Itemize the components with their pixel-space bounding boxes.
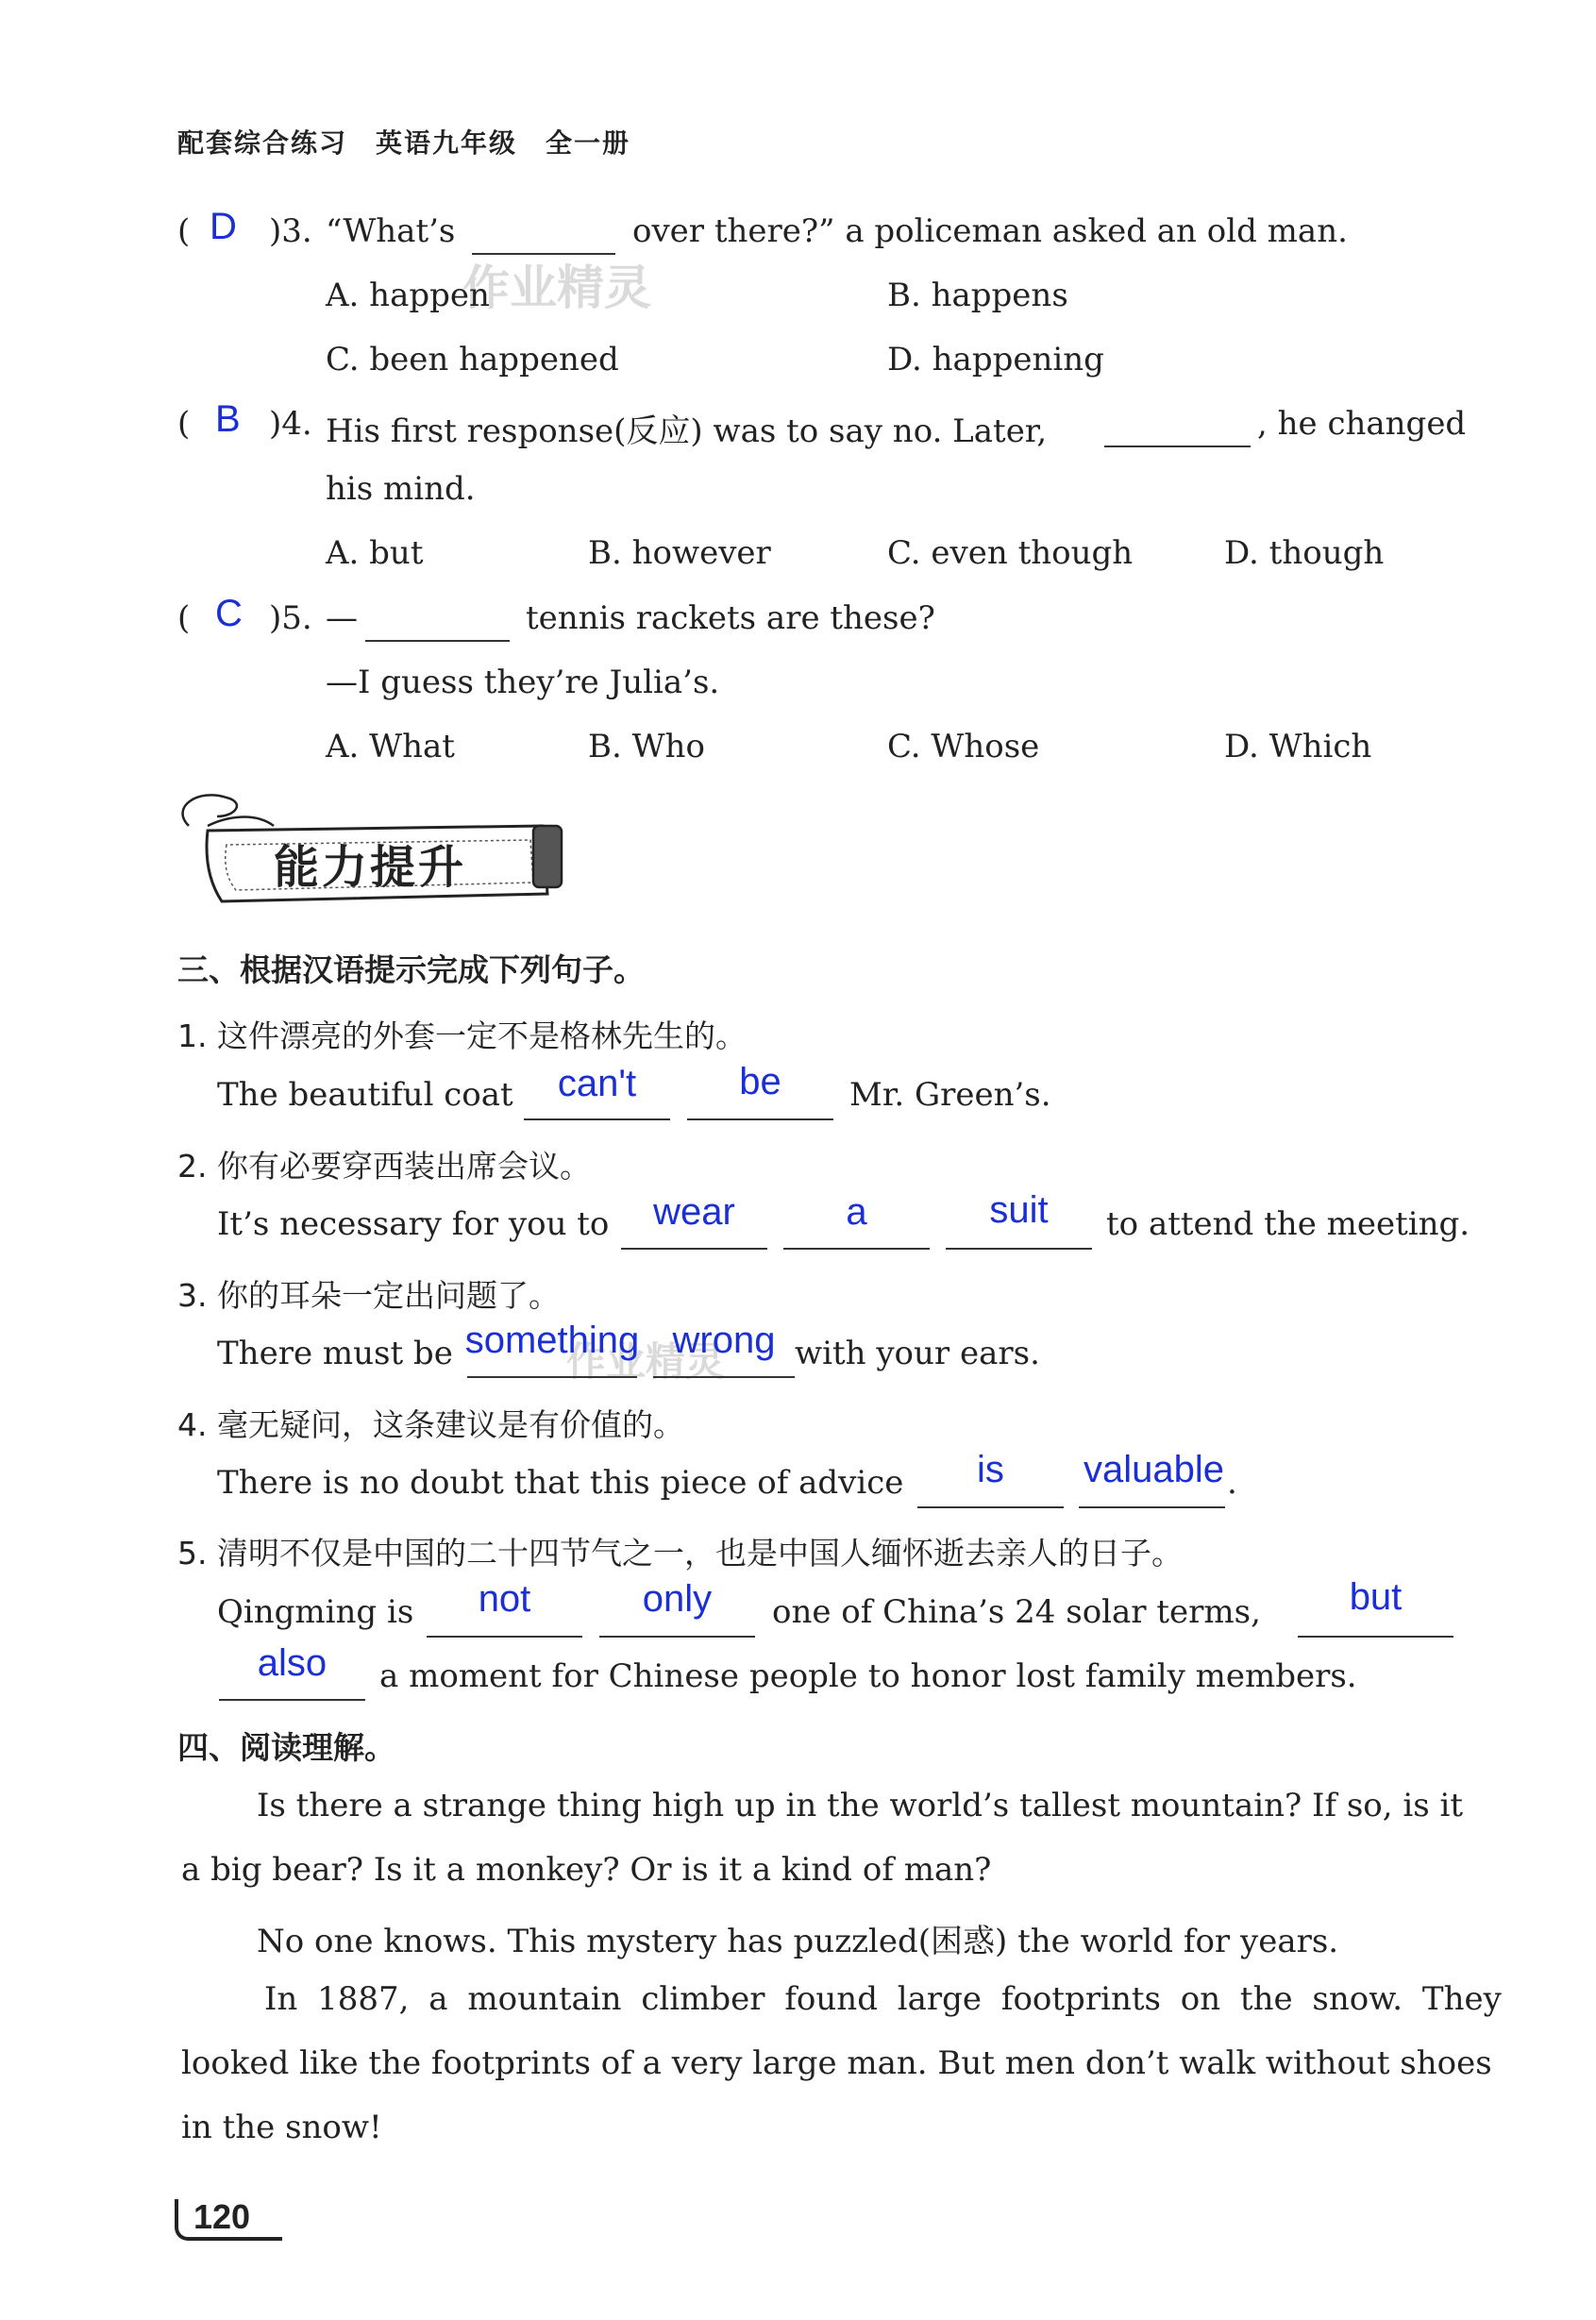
q4-option-a: A. but [326, 534, 424, 572]
q5-option-c: C. Whose [887, 728, 1040, 765]
answer-q4: B [215, 398, 241, 440]
s3-item1-fill1: can't [557, 1063, 637, 1104]
watermark: 作业精灵 [462, 261, 651, 315]
q5-dash: — [326, 599, 358, 637]
page-number: 120 [193, 2197, 251, 2236]
q3-stem-a: “What’s [326, 212, 456, 250]
s3-item2-fill3: suit [989, 1189, 1049, 1231]
q5-stem-b: tennis rackets are these? [526, 599, 935, 637]
q3-stem-b: over there?” a policeman asked an old man. [632, 212, 1348, 250]
s3-item4-fill1: is [977, 1449, 1004, 1490]
q4-stem-c: his mind. [326, 470, 476, 508]
s3-item5-en-a: Qingming is [217, 1593, 414, 1631]
q4-option-d: D. though [1224, 534, 1385, 572]
s3-item2-zh: 2. 你有必要穿西装出席会议。 [177, 1148, 591, 1185]
s3-item4-blank1 [917, 1506, 1064, 1508]
q3-blank [472, 253, 615, 255]
s3-item4-fill2: valuable [1083, 1449, 1224, 1490]
s3-item1-zh: 1. 这件漂亮的外套一定不是格林先生的。 [177, 1017, 747, 1054]
s3-item3-en-a: There must be [217, 1335, 453, 1372]
s3-item2-blank1 [621, 1248, 767, 1250]
s3-item5-fill2: only [642, 1578, 713, 1620]
q4-option-c: C. even though [887, 534, 1134, 572]
answer-q5: C [215, 593, 243, 634]
q4-stem-a: His first response(反应) was to say no. Later, [326, 412, 1048, 450]
q3-option-b: B. happens [887, 277, 1068, 314]
s3-item3-fill1: something [464, 1320, 640, 1361]
s3-item3-blank1 [467, 1376, 637, 1378]
q5-num: )5. [269, 599, 312, 637]
s3-item1-fill2: be [739, 1061, 781, 1102]
paren-open: ( [177, 599, 191, 637]
section-banner-title: 能力提升 [274, 841, 467, 894]
q3-num: )3. [269, 212, 312, 250]
s3-item3-blank2 [653, 1376, 795, 1378]
watermark-2: 作业精灵 [566, 1338, 726, 1385]
s3-item4-zh: 4. 毫无疑问，这条建议是有价值的。 [177, 1406, 684, 1443]
s3-item2-fill1: wear [653, 1191, 735, 1233]
s3-item2-blank2 [783, 1248, 930, 1250]
q3-option-d: D. happening [887, 341, 1104, 378]
s3-item3-zh: 3. 你的耳朵一定出问题了。 [177, 1277, 560, 1314]
s3-item5-blank2 [599, 1636, 755, 1638]
s3-item4-en-a: There is no doubt that this piece of advice [217, 1464, 904, 1502]
s3-item1-blank1 [524, 1118, 670, 1120]
s3-item5-fill3: but [1349, 1576, 1403, 1618]
q5-option-a: A. What [326, 728, 455, 765]
reading-line-1: Is there a strange thing high up in the world’s tallest mountain? If so, is it [257, 1787, 1464, 1824]
s3-item2-en-b: to attend the meeting. [1106, 1205, 1470, 1243]
q5-option-d: D. Which [1224, 728, 1372, 765]
s3-item4-blank2 [1079, 1506, 1225, 1508]
s3-item5-fill4: also [257, 1642, 328, 1684]
q4-option-b: B. however [588, 534, 771, 572]
s3-item5-en-c: a moment for Chinese people to honor lost family members. [379, 1657, 1357, 1695]
reading-line-5: looked like the footprints of a very large man. But men don’t walk without shoes [181, 2044, 1492, 2082]
section4-title: 四、阅读理解。 [177, 1729, 395, 1766]
q5-blank [365, 640, 510, 642]
q3-option-a: A. happen [326, 277, 490, 314]
reading-line-6: in the snow! [181, 2109, 382, 2146]
q4-blank [1104, 446, 1251, 447]
s3-item3-fill2: wrong [672, 1320, 776, 1361]
section3-title: 三、根据汉语提示完成下列句子。 [177, 951, 645, 988]
s3-item5-en-b: one of China’s 24 solar terms, [772, 1593, 1261, 1631]
q3-option-c: C. been happened [326, 341, 619, 378]
s3-item5-blank1 [427, 1636, 582, 1638]
q4-num: )4. [269, 405, 312, 443]
q5-option-b: B. Who [588, 728, 705, 765]
s3-item1-blank2 [687, 1118, 833, 1120]
s3-item5-zh: 5. 清明不仅是中国的二十四节气之一，也是中国人缅怀逝去亲人的日子。 [177, 1535, 1183, 1572]
s3-item5-fill1: not [478, 1578, 531, 1620]
q5-stem-c: —I guess they’re Julia’s. [326, 664, 720, 701]
s3-item1-en-b: Mr. Green’s. [849, 1076, 1051, 1114]
s3-item4-en-b: . [1227, 1464, 1237, 1502]
s3-item3-en-b: with your ears. [795, 1335, 1040, 1372]
q4-stem-b: , he changed [1257, 405, 1467, 443]
s3-item2-en-a: It’s necessary for you to [217, 1205, 610, 1243]
reading-line-2: a big bear? Is it a monkey? Or is it a kind of man? [181, 1851, 992, 1889]
s3-item2-fill2: a [846, 1191, 867, 1233]
s3-item1-en-a: The beautiful coat [217, 1076, 513, 1114]
paren-open: ( [177, 212, 191, 250]
s3-item2-blank3 [946, 1248, 1092, 1250]
reading-line-3: No one knows. This mystery has puzzled(困惑) the world for years. [257, 1923, 1339, 1960]
paren-open: ( [177, 405, 191, 443]
s3-item5-blank3 [1298, 1636, 1453, 1638]
s3-item5-blank4 [219, 1699, 365, 1701]
running-header: 配套综合练习 英语九年级 全一册 [177, 127, 631, 159]
reading-line-4: In 1887, a mountain climber found large footprints on the snow. They [264, 1980, 1502, 2018]
answer-q3: D [210, 206, 237, 247]
